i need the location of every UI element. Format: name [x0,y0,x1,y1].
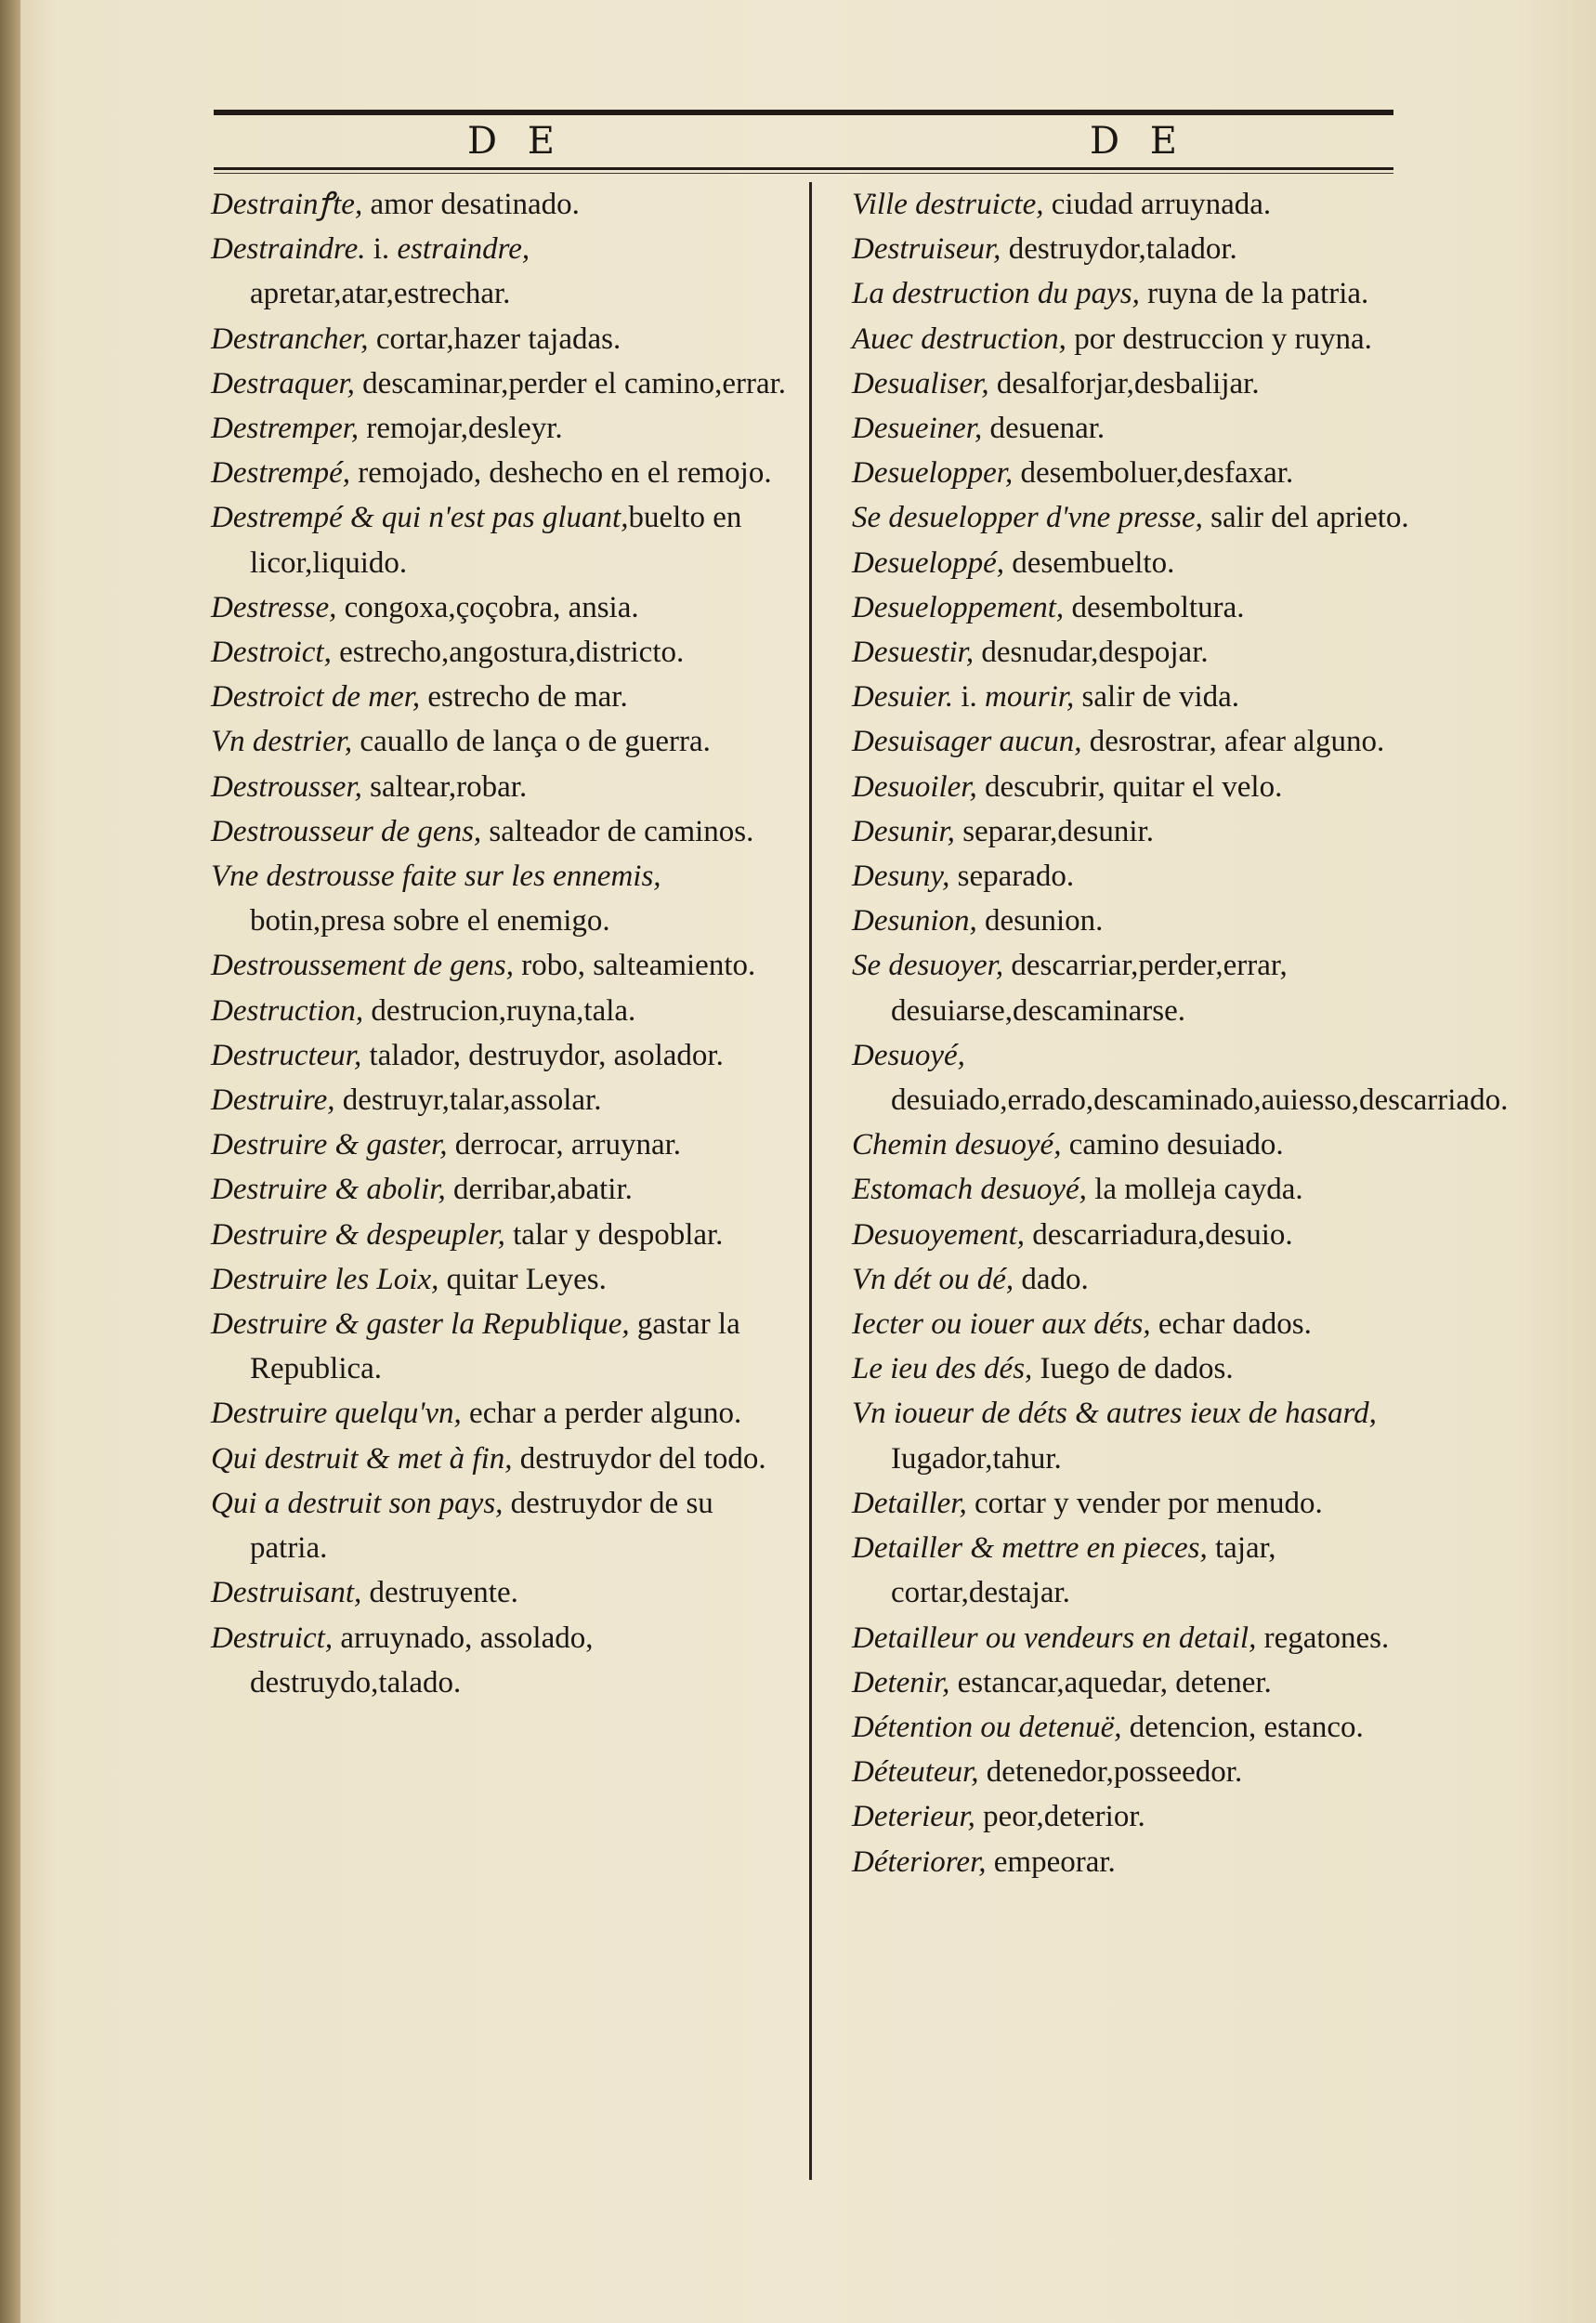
entry-translation: descarriar,perder,errar, desuiarse,descaminarse. [891,949,1288,1028]
entry-headword: Ville destruicte, [852,188,1044,221]
entry-headword: Chemin desuoyé, [852,1128,1062,1162]
dictionary-entry [211,630,794,675]
entry-translation: separado. [949,860,1075,894]
dictionary-entry [211,1167,794,1212]
entry-headword: Destruiseur, [852,232,1001,267]
entry-headword: Destraindre. [211,232,366,267]
dictionary-entry [211,1570,794,1615]
dictionary-entry [852,182,1409,227]
entry-headword: Destruire & abolir, [211,1173,446,1207]
entry-translation: i. [953,680,985,715]
dictionary-entry [852,1213,1409,1257]
entry-headword: Destroict de mer, [211,680,421,715]
entry-translation: la molleja cayda. [1086,1173,1303,1207]
entry-translation: separar,desunir. [954,814,1154,848]
entry-translation: destrucion,ruyna,tala. [363,993,636,1028]
entry-translation: remojado, deshecho en el remojo. [349,456,772,491]
entry-translation: detencion, estanco. [1121,1710,1364,1744]
dictionary-entry [852,1616,1409,1660]
entry-headword: mourir, [985,680,1075,715]
entry-headword: Destrempé & qui n'est pas gluant, [211,501,629,535]
entry-headword: Desuier. [852,680,954,715]
entry-translation: estrecho,angostura,districto. [331,636,685,670]
entry-headword: Le ieu des dés, [852,1352,1033,1386]
entry-headword: Destruire & gaster, [211,1128,448,1162]
entry-translation: destruydor de su patria. [250,1486,713,1566]
dictionary-entry [211,317,794,361]
entry-translation: por destruccion y ruyna. [1066,322,1372,356]
entry-headword: Destrancher, [211,322,369,356]
entry-translation: desembuelto. [1004,545,1175,580]
dictionary-entry [852,317,1409,361]
right-column [852,182,1509,1884]
entry-translation: echar a perder alguno. [461,1397,742,1431]
left-column-heading: D E [467,120,564,163]
entry-translation: regatones. [1256,1621,1390,1655]
entry-headword: Desuestir, [852,636,975,670]
entry-translation: robo, salteamiento. [513,949,756,983]
entry-translation: congoxa,çoçobra, ansia. [336,590,639,624]
dictionary-entry [852,1794,1409,1839]
entry-headword: Desueloppement, [852,590,1065,624]
dictionary-entry [211,227,794,316]
dictionary-entry [852,451,1409,495]
dictionary-entry [852,1391,1409,1480]
entry-translation: derrocar, arruynar. [447,1128,682,1162]
dictionary-entry [852,585,1409,630]
dictionary-entry [211,719,794,764]
entry-headword: Destruction, [211,993,364,1028]
entry-headword: Estomach desuoyé, [852,1173,1087,1207]
dictionary-entry [852,361,1409,406]
entry-headword: Detailleur ou vendeurs en detail, [852,1621,1257,1655]
dictionary-entry [852,1122,1409,1167]
entry-translation: desnudar,despojar. [974,636,1209,670]
entry-headword: Destruire les Loix, [211,1262,439,1296]
entry-headword: Detenir, [852,1665,950,1700]
entry-translation: desemboluer,desfaxar. [1013,456,1294,491]
entry-headword: Destrainꝭte, [211,188,363,221]
entry-headword: Auec destruction, [852,322,1066,356]
entry-headword: Destresse, [211,590,337,624]
entry-headword: Detailler, [852,1486,967,1520]
entry-translation: tajar, cortar,destajar. [891,1531,1276,1610]
dictionary-entry [211,361,794,406]
dictionary-entry [211,1122,794,1167]
dictionary-entry [211,1033,794,1078]
entry-translation: Iugador,tahur. [891,1441,1062,1476]
dictionary-entry [211,1437,794,1481]
dictionary-entry [852,630,1409,675]
dictionary-entry [852,271,1409,316]
dictionary-entry [852,1660,1409,1705]
entry-translation: apretar,atar,estrechar. [250,277,511,311]
entry-headword: Detailler & mettre en pieces, [852,1531,1208,1566]
dictionary-entry [211,585,794,630]
entry-headword: Destruict, [211,1621,334,1655]
left-column [211,182,794,1705]
entry-translation: estancar,aquedar, detener. [949,1665,1272,1700]
entry-translation: i. [365,232,398,267]
dictionary-entry [852,1302,1409,1346]
entry-translation: destruyente. [361,1576,518,1610]
entry-headword: Destroussement de gens, [211,949,514,983]
entry-headword: Iecter ou iouer aux déts, [852,1307,1151,1342]
entry-headword: Vne destrousse faite sur les ennemis, [211,860,661,894]
entry-translation: echar dados. [1150,1307,1312,1342]
dictionary-entry [852,406,1409,451]
dictionary-entry [852,809,1409,854]
entry-translation: camino desuiado. [1061,1128,1284,1162]
entry-translation: Iuego de dados. [1032,1352,1234,1386]
entry-translation: buelto en licor,liquido. [250,501,742,580]
entry-translation: desuenar. [982,412,1105,446]
dictionary-entry [852,1346,1409,1391]
entry-headword: Desuoiler, [852,769,977,804]
entry-translation: descaminar,perder el camino,errar. [354,366,787,400]
entry-translation: botin,presa sobre el enemigo. [250,904,610,938]
entry-translation: desrostrar, afear alguno. [1081,725,1385,759]
dictionary-entry [211,1078,794,1122]
right-column-heading: D E [1090,120,1186,163]
dictionary-entry [211,182,794,227]
entry-headword: Déteriorer, [852,1844,987,1879]
entry-translation: salteador de caminos. [481,814,754,848]
entry-translation: destruydor,talador. [1001,232,1237,267]
dictionary-entry [852,227,1409,271]
header-rule-thin [214,173,1393,174]
entry-headword: Destruire, [211,1083,335,1118]
dictionary-entry [211,1616,794,1705]
entry-headword: Vn ioueur de déts & autres ieux de hasard, [852,1397,1377,1431]
dictionary-entry [211,1481,794,1570]
dictionary-entry [852,675,1409,719]
dictionary-entry [211,943,794,988]
entry-translation: desemboltura. [1064,590,1245,624]
entry-headword: Destrempé, [211,456,350,491]
entry-headword: Desuisager aucun, [852,725,1082,759]
entry-translation: desunion. [976,904,1104,938]
entry-translation: desalforjar,desbalijar. [988,366,1260,400]
entry-translation: dado. [1014,1262,1089,1296]
dictionary-entry [852,765,1409,809]
header-rule-bottom [214,167,1393,170]
entry-headword: Se desuelopper d'vne presse, [852,501,1203,535]
entry-headword: Desuoyé, [852,1038,965,1072]
entry-translation: remojar,desleyr. [359,412,563,446]
dictionary-entry [211,854,794,943]
entry-translation: salir del aprieto. [1202,501,1409,535]
dictionary-entry [852,1526,1409,1615]
entry-translation: destruydor del todo. [512,1441,766,1476]
entry-translation: talador, destruydor, asolador. [361,1038,724,1072]
entry-headword: Desualiser, [852,366,989,400]
page-spine-shadow [0,0,20,2323]
entry-translation: ciudad arruynada. [1043,188,1272,221]
entry-translation: saltear,robar. [361,769,528,804]
entry-translation: ruyna de la patria. [1139,277,1369,311]
dictionary-entry [211,406,794,451]
dictionary-entry [211,989,794,1033]
entry-translation: arruynado, assolado, destruydo,talado. [250,1621,594,1700]
entry-translation: salir de vida. [1074,680,1240,715]
entry-translation: descarriadura,desuio. [1025,1217,1293,1252]
entry-translation: estrecho de mar. [420,680,628,715]
entry-headword: Desunir, [852,814,955,848]
entry-translation: talar y despoblar. [504,1217,724,1252]
entry-translation: cortar,hazer tajadas. [368,322,621,356]
entry-translation: desuiado,errado,descaminado,auiesso,descarriado. [891,1083,1509,1118]
entry-headword: Desuelopper, [852,456,1014,491]
dictionary-entry [211,451,794,495]
entry-headword: Desueloppé, [852,545,1005,580]
dictionary-entry [852,1840,1409,1884]
entry-translation: cortar y vender por menudo. [966,1486,1323,1520]
entry-headword: Vn dét ou dé, [852,1262,1014,1296]
entry-headword: Destruire quelqu'vn, [211,1397,462,1431]
entry-headword: Destremper, [211,412,360,446]
dictionary-entry [211,1213,794,1257]
dictionary-entry [211,765,794,809]
entry-headword: Qui destruit & met à fin, [211,1441,513,1476]
entry-headword: Desueiner, [852,412,983,446]
dictionary-entry [852,943,1409,1032]
entry-headword: Destructeur, [211,1038,362,1072]
entry-headword: Deterieur, [852,1800,975,1834]
dictionary-entry [852,719,1409,764]
entry-translation: gastar la Republica. [250,1307,740,1386]
entry-headword: Desuny, [852,860,950,894]
dictionary-entry [852,1257,1409,1302]
entry-translation: derribar,abatir. [445,1173,633,1207]
column-divider [809,182,812,2180]
entry-headword: Détention ou detenuë, [852,1710,1122,1744]
dictionary-entry [211,495,794,584]
entry-translation: quitar Leyes. [438,1262,607,1296]
dictionary-entry [852,899,1409,943]
entry-translation: descubrir, quitar el velo. [976,769,1283,804]
entry-headword: Déteuteur, [852,1755,979,1790]
entry-translation: amor desatinado. [362,188,580,221]
entry-translation: peor,deterior. [975,1800,1145,1834]
entry-headword: La destruction du pays, [852,277,1140,311]
entry-headword: Qui a destruit son pays, [211,1486,504,1520]
entry-translation: detenedor,posseedor. [978,1755,1243,1790]
dictionary-entry [852,495,1409,540]
entry-headword: Desunion, [852,904,977,938]
dictionary-entry [211,1257,794,1302]
entry-headword: Se desuoyer, [852,949,1004,983]
dictionary-entry [852,1033,1509,1122]
entry-translation: destruyr,talar,assolar. [334,1083,602,1118]
entry-headword: estraindre, [397,232,530,267]
entry-headword: Destruire & despeupler, [211,1217,505,1252]
dictionary-entry [211,809,794,854]
dictionary-entry [211,1391,794,1436]
entry-headword: Destruisant, [211,1576,362,1610]
entry-headword: Destrousseur de gens, [211,814,482,848]
dictionary-entry [852,1481,1409,1526]
entry-headword: Destruire & gaster la Republique, [211,1307,630,1342]
entry-headword: Vn destrier, [211,725,353,759]
entry-headword: Destroict, [211,636,332,670]
entry-translation: cauallo de lança o de guerra. [352,725,711,759]
dictionary-entry [852,541,1409,585]
entry-headword: Destraquer, [211,366,355,400]
entry-headword: Desuoyement, [852,1217,1026,1252]
dictionary-entry [852,1705,1409,1750]
dictionary-entry [852,854,1409,899]
dictionary-entry [211,1302,794,1391]
entry-headword: Destrousser, [211,769,362,804]
dictionary-entry [211,675,794,719]
dictionary-entry [852,1167,1409,1212]
dictionary-entry [852,1750,1409,1794]
entry-translation: empeorar. [986,1844,1116,1879]
